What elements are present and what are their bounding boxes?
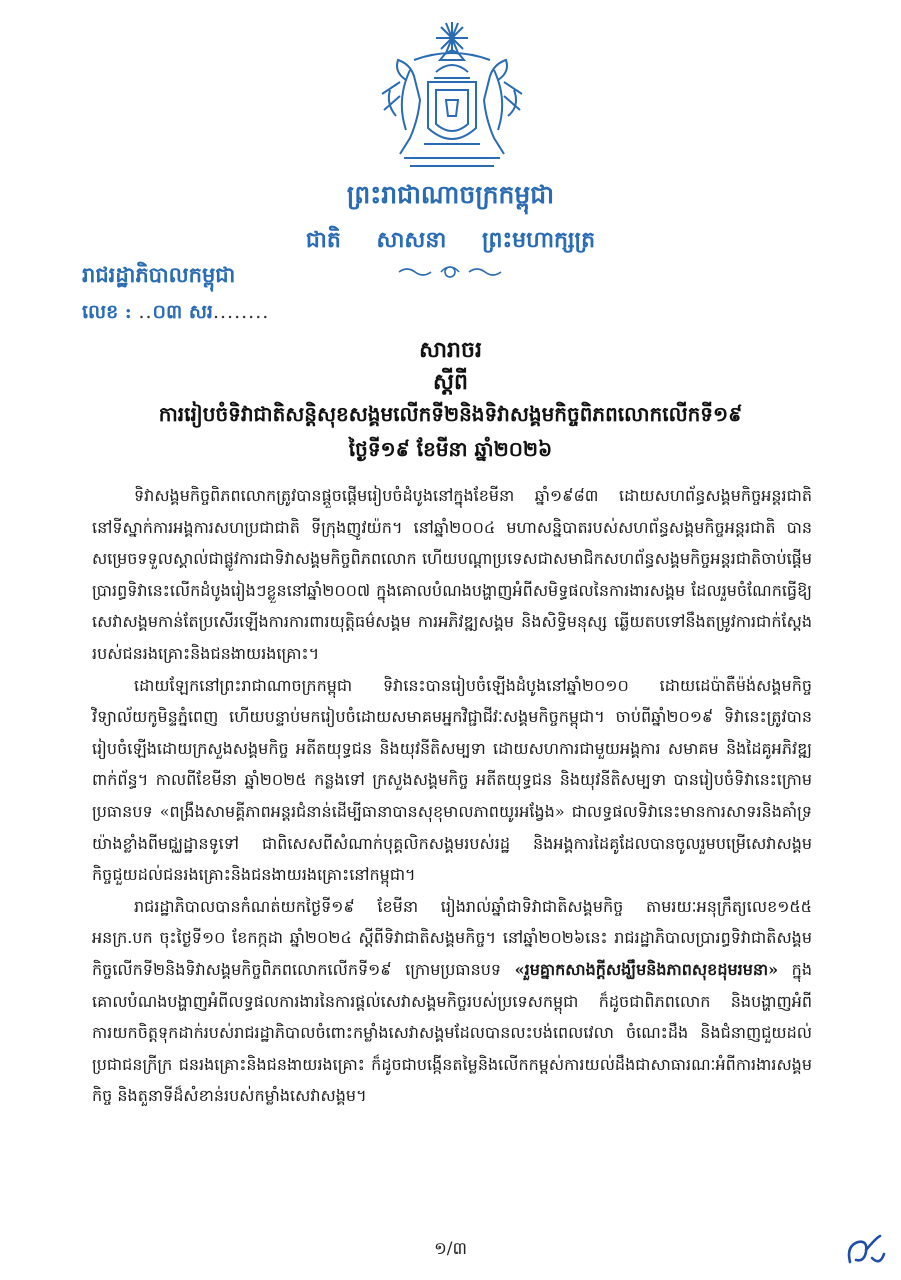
document-type: សារាចរ: [419, 337, 482, 363]
document-subject: ការរៀបចំទិវាជាតិសន្តិសុខសង្គមលើកទី២និងទិវាសង្គមកិច្ចពិភពលោកលើកទី១៩: [158, 402, 743, 426]
reference-dots-left: ..: [138, 301, 153, 323]
document-body: [92, 480, 812, 1112]
royal-coat-of-arms-icon: [370, 20, 535, 180]
about-label: ស្ដីពី: [433, 369, 468, 395]
paragraph-1: ទិវាសង្គមកិច្ចពិភពលោកត្រូវបានផ្ដួចផ្ដើមរៀបចំដំបូងនៅក្នុងខែមីនា ឆ្នាំ១៩៨៣ ដោយសហព័ន្ធសង្គមកិច្ចអន្តរជាតិ នៅទីស្នាក់ការអង្គការសហប្រជាជាតិ ទីក្រុងញូវយ៉ក។ នៅឆ្នាំ២០០៤ មហាសន្និបាតរបស់សហព័ន្ធសង្គមកិច្ចអន្តរជាតិ បានសម្រេចទទួលស្គាល់ជាផ្លូវការជាទិវាសង្គមកិច្ចពិភពលោក ហើយបណ្ដាប្រទេសជាសមាជិកសហព័ន្ធសង្គមកិច្ចអន្តរជាតិចាប់ផ្ដើមប្រារព្ធទិវានេះលើកដំបូងរៀងៗខ្លួននៅឆ្នាំ២០០៧ ក្នុងគោលបំណងបង្ហាញអំពីសមិទ្ធផលនៃការងារសង្គម ដែលរួមចំណែកធ្វើឱ្យសេវាសង្គមកាន់តែប្រសើរឡើងការការពារយុត្តិធម៌សង្គម ការអភិវឌ្ឍសង្គម និងសិទ្ធិមនុស្ស ឆ្លើយតបទៅនឹងតម្រូវការជាក់ស្ដែងរបស់ជនរងគ្រោះនិងជនងាយរងគ្រោះ។: [92, 486, 812, 663]
document-date: ថ្ងៃទី១៩ ខែមីនា ឆ្នាំ២០២៦: [348, 437, 553, 461]
reference-label: លេខ :: [82, 301, 132, 323]
paragraph-3: [92, 891, 812, 1112]
ornament-divider-icon: [395, 264, 505, 280]
reference-suffix: សរ: [188, 301, 213, 323]
national-motto: ជាតិ សាសនា ព្រះមហាក្សត្រ: [305, 227, 596, 253]
government-name: រាជរដ្ឋាភិបាលកម្ពុជា: [82, 262, 236, 287]
paragraph-2: ដោយឡែកនៅព្រះរាជាណាចក្រកម្ពុជា ទិវានេះបានរៀបចំឡើងដំបូងនៅឆ្នាំ២០១០ ដោយដេប៉ាតឺម៉ង់សង្គមកិច្ចវិទ្យាល័យកូមិន្ទភ្នំពេញ ហើយបន្ទាប់មករៀបចំដោយសមាគមអ្នកវិជ្ជាជីវៈសង្គមកិច្ចកម្ពុជា។ ចាប់ពីឆ្នាំ២០១៩ ទិវានេះត្រូវបានរៀបចំឡើងដោយក្រសួងសង្គមកិច្ច អតីតយុទ្ធជន និងយុវនីតិសម្បទា ដោយសហការជាមួយអង្គការ សមាគម និងដៃគូអភិវឌ្ឍពាក់ព័ន្ធ។ កាលពីខែមីនា ឆ្នាំ២០២៥ កន្លងទៅ ក្រសួងសង្គមកិច្ច អតីតយុទ្ធជន និងយុវនីតិសម្បទា បានរៀបចំទិវានេះក្រោមប្រធានបទ «ពង្រឹងសាមគ្គីភាពអន្តរជំនាន់ដើម្បីធានាបានសុខុមាលភាពយូរអង្វែង» ជាលទ្ធផលទិវានេះមានការសាទរនិងគាំទ្រយ៉ាងខ្លាំងពីមជ្ឈដ្ឋានទូទៅ ជាពិសេសពីសំណាក់បុគ្គលិកសង្គមរបស់រដ្ឋ និងអង្គការដៃគូដែលបានចូលរួមបម្រើសេវាសង្គមកិច្ចជួយដល់ជនរងគ្រោះនិងជនងាយរងគ្រោះនៅកម្ពុជា។: [92, 675, 812, 885]
kingdom-heading: ព្រះរាជាណាចក្រកម្ពុជា: [346, 180, 555, 209]
reference-number: [82, 300, 269, 328]
reference-value: ០៣: [152, 301, 183, 323]
reference-dots-right: ........: [212, 301, 270, 323]
page-number: ១/៣: [433, 1239, 468, 1259]
paragraph-3-start: រាជរដ្ឋាភិបាលបានកំណត់យកថ្ងៃទី១៩ ខែមីនា រៀងរាល់ឆ្នាំជាទិវាជាតិសង្គមកិច្ច តាមរយៈអនុក្រឹត្យលេខ១៥៥ អនក្រ.បក ចុះថ្ងៃទី១០ ខែកក្កដា ឆ្នាំ២០២៤ ស្ដីពីទិវាជាតិសង្គមកិច្ច។ នៅឆ្នាំ២០២៦នេះ រាជរដ្ឋាភិបាលប្រារព្ធទិវាជាតិសង្គមកិច្ចលើកទី២និងទិវាសង្គមកិច្ចពិភពលោកលើកទី១៩ ក្រោមប្រធានបទ: [92, 896, 812, 979]
paragraph-3-end: ក្នុងគោលបំណងបង្ហាញអំពីលទ្ធផលការងារនៃការផ្ដល់សេវាសង្គមកិច្ចរបស់ប្រទេសកម្ពុជា ក៏ដូចជាពិភពលោក និងបង្ហាញអំពីការយកចិត្តទុកដាក់របស់រាជរដ្ឋាភិបាលចំពោះកម្លាំងសេវាសង្គមដែលបានលះបង់ពេលវេលា ចំណេះដឹង និងជំនាញជួយដល់ប្រជាជនក្រីក្រ ជនរងគ្រោះនិងជនងាយរងគ្រោះ ក៏ដូចជាបង្កើនតម្លៃនិងលើកកម្ពស់ការយល់ដឹងជាសាធារណៈអំពីការងារសង្គមកិច្ច និងតួនាទីដ៏សំខាន់របស់កម្លាំងសេវាសង្គម។: [92, 959, 812, 1106]
handwritten-initial-icon: [842, 1232, 888, 1272]
theme-text: «រួមគ្នាកសាងក្ដីសង្ឃឹមនិងភាពសុខដុមរមនា»: [514, 959, 779, 979]
